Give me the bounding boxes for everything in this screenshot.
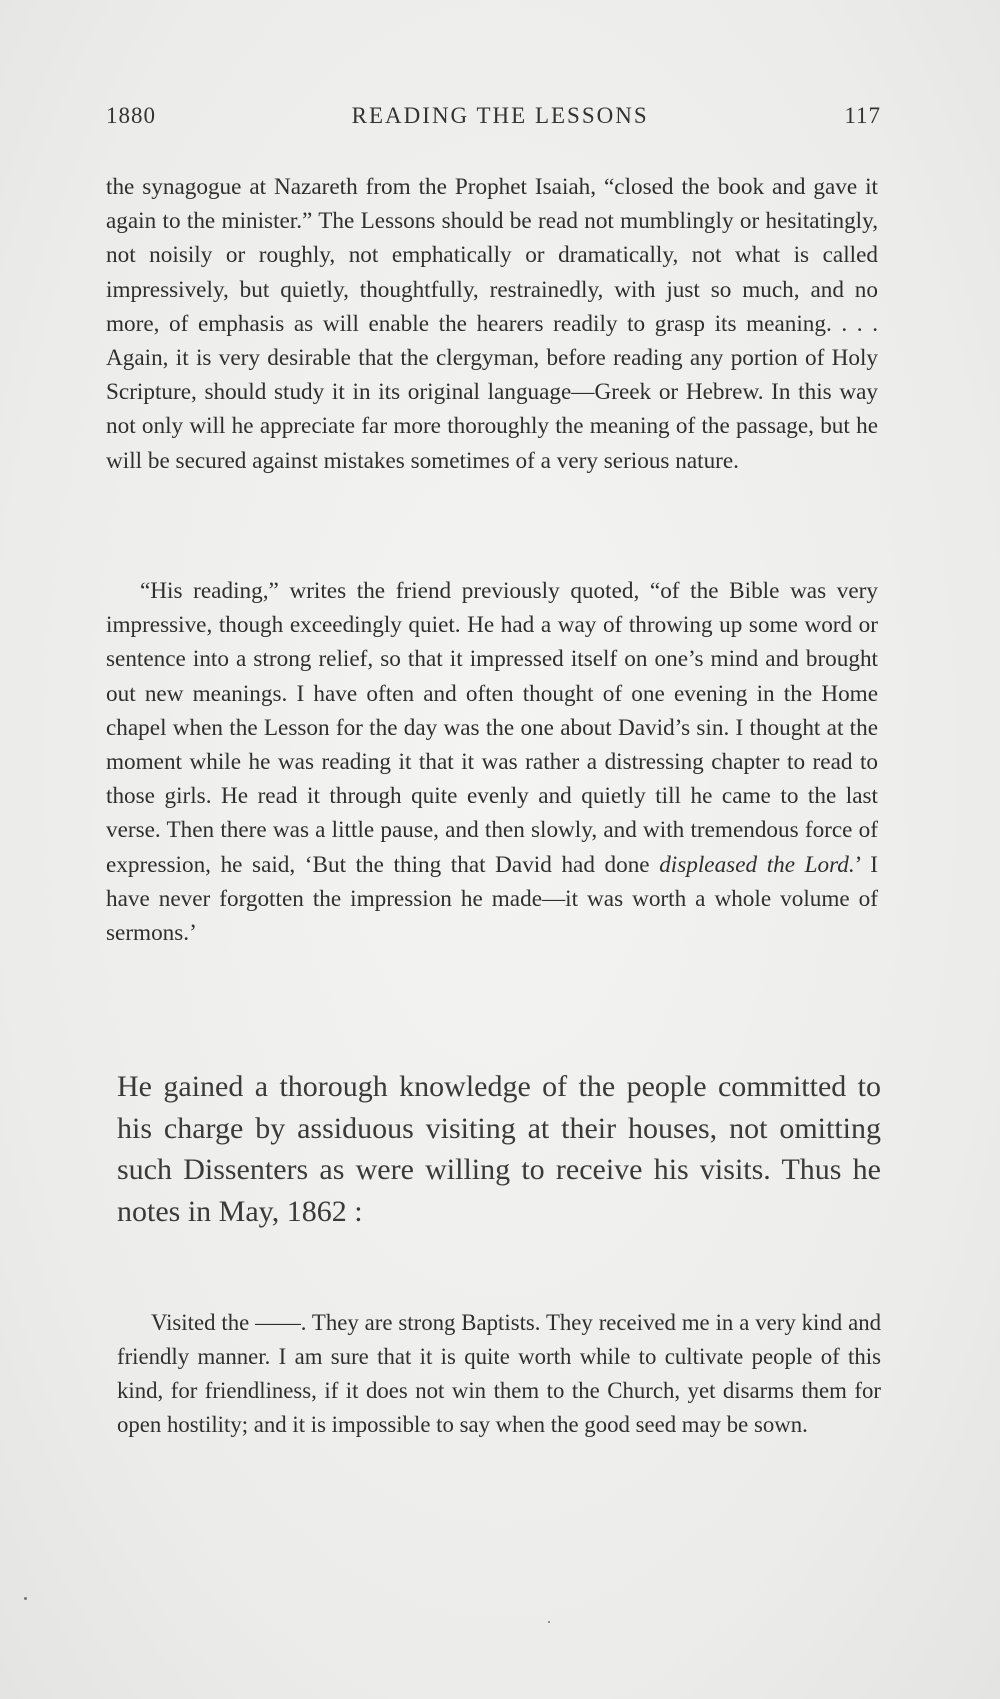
emphasized-phrase: displeased the Lord.	[659, 851, 855, 878]
quoted-paragraph-his-reading	[106, 574, 878, 950]
friend-quote-text-end: ’ I have never forgotten the impression he made—it was worth a whole volume of sermons.’	[106, 851, 878, 947]
running-header	[106, 103, 881, 129]
diary-paragraph: Visited the ——. They are strong Baptists. They received me in a very kind and friendly manner. I am sure that it is quite worth while to cultivate people of this kind, for friendliness, if it does not win them to the Church, yet disarms them for open hostility; and it is impossible to say when the good seed may be sown.	[117, 1310, 881, 1437]
paper-speck	[24, 1597, 27, 1600]
main-body-paragraph: He gained a thorough knowledge of the people committed to his charge by assiduous visiting at their houses, not omitting such Dissenters as were willing to receive his visits. Thus he notes in May, 1862 :	[117, 1070, 881, 1228]
quoted-diary-entry	[117, 1306, 881, 1442]
paper-speck	[548, 1621, 550, 1623]
quoted-passage-friend	[106, 574, 878, 950]
header-year: 1880	[106, 103, 156, 128]
quoted-passage-lessons	[106, 170, 878, 478]
page-number: 117	[844, 103, 881, 128]
header-title: READING THE LESSONS	[351, 103, 649, 128]
quoted-paragraph-reading-advice: the synagogue at Nazareth from the Prophet Isaiah, “closed the book and gave it again to the minister.” The Lessons should be read not mumblingly or hesitatingly, not noisily or roughly, not emphatically or dramatically, not what is called impressively, but quietly, thoughtfully, restrainedly, with just so much, and no more, of emphasis as will enable the hearers readily to grasp its meaning. . . . Again, it is very desirable that the clergyman, before reading any portion of Holy Scripture, should study it in its original language—Greek or Hebrew. In this way not only will he appreciate far more thoroughly the meaning of the passage, but he will be secured against mistakes sometimes of a very serious nature.	[106, 174, 878, 474]
friend-quote-text-start: “His reading,” writes the friend previously quoted, “of the Bible was very impressive, though exceedingly quiet. He had a way of throwing up some word or sentence into a strong relief, so that it impressed itself on one’s mind and brought out new meanings. I have often and often thought of one evening in the Home chapel when the Lesson for the day was the one about David’s sin. I thought at the moment while he was reading it that it was rather a distressing chapter to read to those girls. He read it through quite evenly and quietly till he came to the last verse. Then there was a little pause, and then slowly, and with tremendous force of expression, he said, ‘But the thing that David had done	[106, 578, 878, 878]
